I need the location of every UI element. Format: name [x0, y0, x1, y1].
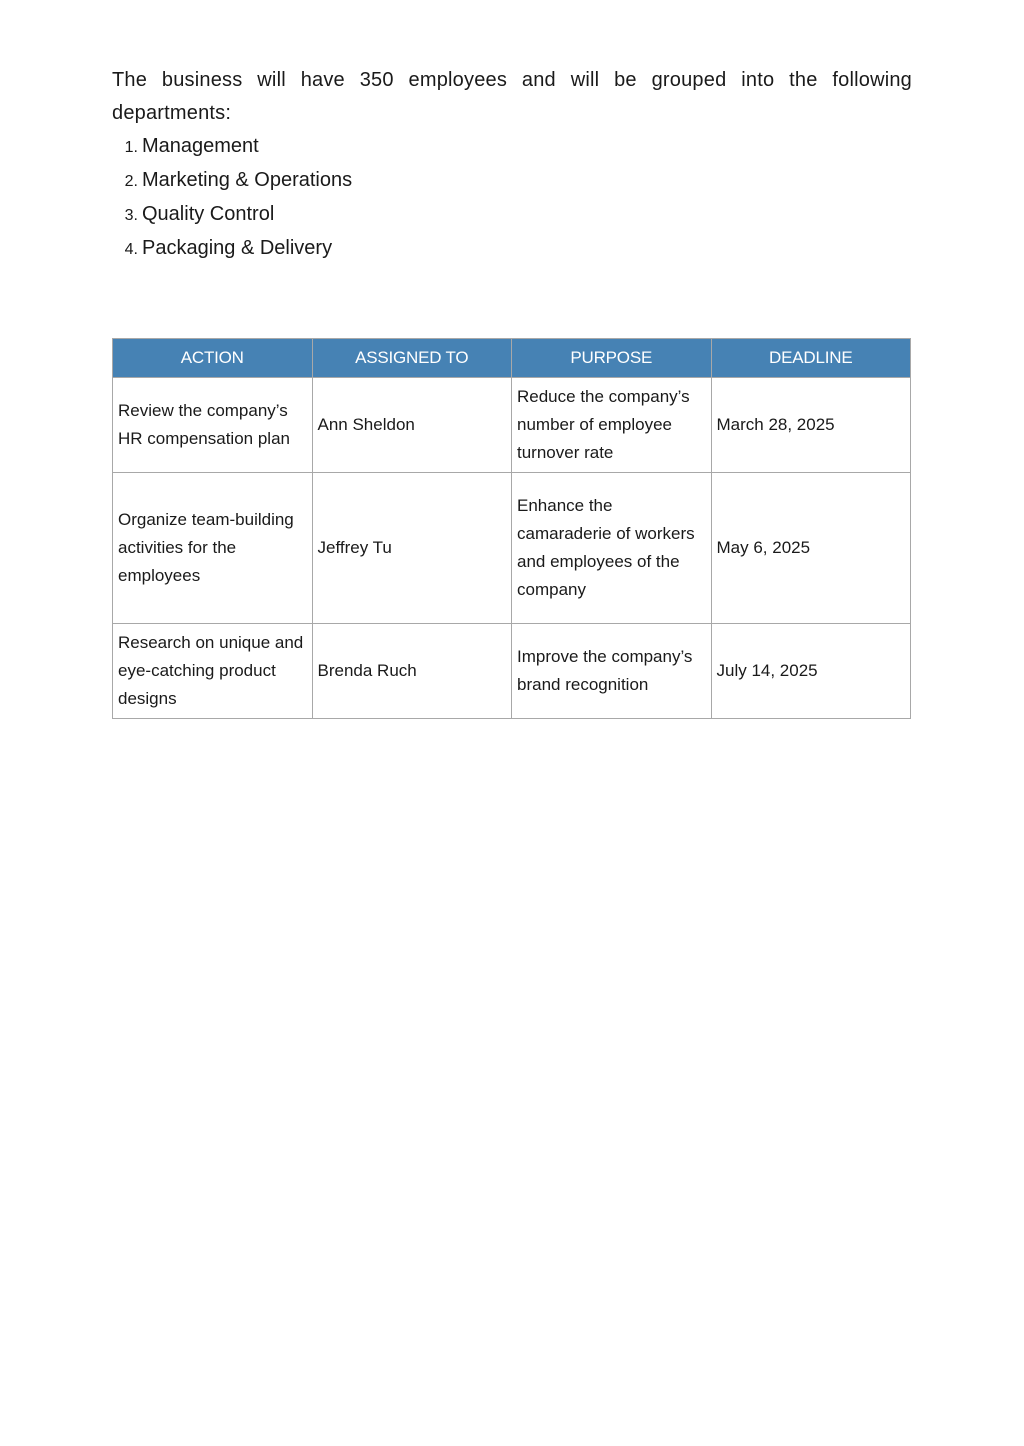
list-item	[112, 130, 912, 164]
cell-action: Research on unique and eye-catching product designs	[113, 624, 313, 719]
cell-deadline: May 6, 2025	[711, 473, 911, 624]
list-number: 4.	[124, 241, 138, 258]
action-plan-table	[112, 338, 911, 719]
list-item	[112, 164, 912, 198]
cell-deadline: July 14, 2025	[711, 624, 911, 719]
cell-action: Organize team-building activities for the employees	[113, 473, 313, 624]
cell-purpose: Enhance the camaraderie of workers and employees of the company	[512, 473, 712, 624]
list-item	[112, 198, 912, 232]
intro-line-2: departments:	[112, 102, 232, 124]
column-header-assigned-to: ASSIGNED TO	[312, 339, 512, 378]
document-page	[112, 64, 912, 266]
list-item	[112, 232, 912, 266]
cell-purpose: Improve the company’s brand recognition	[512, 624, 712, 719]
column-header-deadline: DEADLINE	[711, 339, 911, 378]
department-list	[112, 130, 912, 266]
cell-assigned-to: Jeffrey Tu	[312, 473, 512, 624]
department-label: Packaging & Delivery	[142, 237, 333, 259]
list-number: 1.	[124, 139, 138, 156]
cell-action: Review the company’s HR compensation plan	[113, 378, 313, 473]
cell-purpose: Reduce the company’s number of employee turnover rate	[512, 378, 712, 473]
column-header-action: ACTION	[113, 339, 313, 378]
list-number: 2.	[124, 173, 138, 190]
intro-line-1: The business will have 350 employees and will be grouped into the following	[112, 69, 912, 91]
table-row	[113, 378, 911, 473]
department-label: Marketing & Operations	[142, 169, 353, 191]
table-row	[113, 473, 911, 624]
department-label: Management	[142, 135, 259, 157]
table-header-row	[113, 339, 911, 378]
cell-assigned-to: Ann Sheldon	[312, 378, 512, 473]
column-header-purpose: PURPOSE	[512, 339, 712, 378]
cell-assigned-to: Brenda Ruch	[312, 624, 512, 719]
list-number: 3.	[124, 207, 138, 224]
action-plan-table-container	[112, 338, 910, 719]
department-label: Quality Control	[142, 203, 275, 225]
cell-deadline: March 28, 2025	[711, 378, 911, 473]
intro-paragraph	[112, 64, 912, 130]
table-row	[113, 624, 911, 719]
